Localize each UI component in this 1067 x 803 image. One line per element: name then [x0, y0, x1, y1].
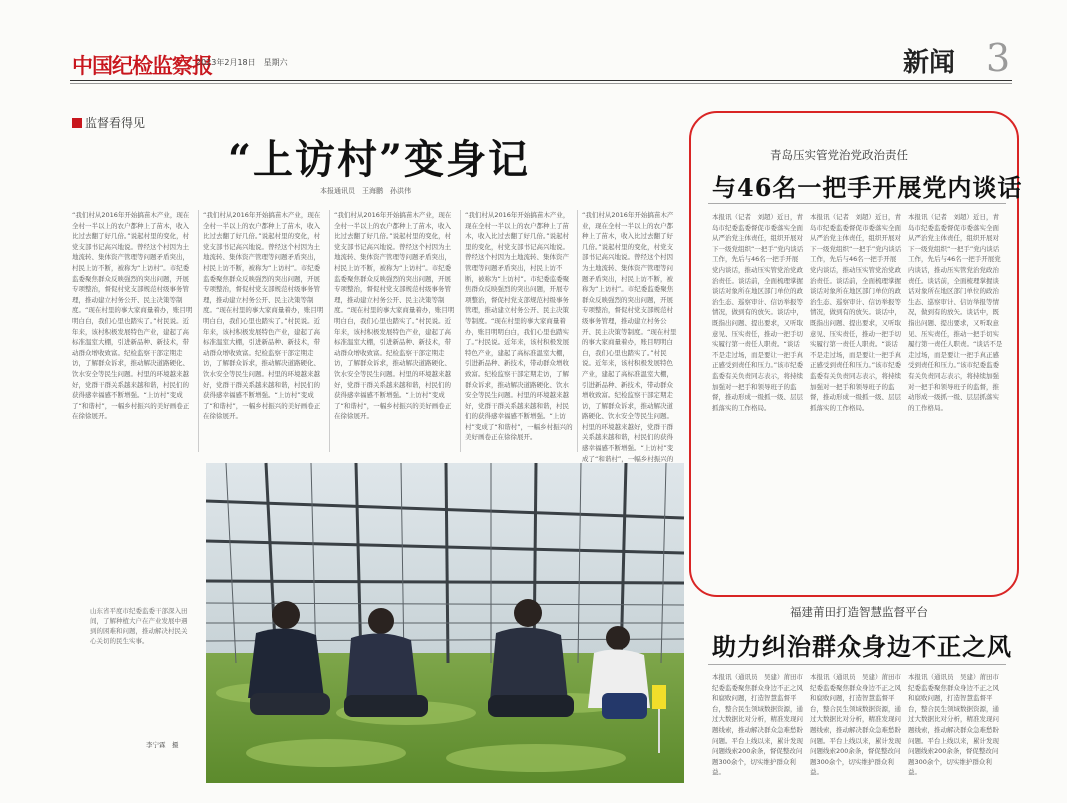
column-tag-icon: [72, 118, 82, 128]
news-photo: [206, 463, 684, 783]
story2-body-col-2: 本报讯（通讯员 吴建）莆田市纪委监委聚焦群众身边不正之风和腐败问题，打造智慧监督平台，整合民生领域数据资源，通过大数据比对分析，精准发现问题线索，推动解决群众急难愁盼问题。平台上线以来，累计发现问题线索200余条，督促整改问题300余个，切实维护群众利益。: [810, 673, 901, 777]
story2-body-col-1: 本报讯（通讯员 吴建）莆田市纪委监委聚焦群众身边不正之风和腐败问题，打造智慧监督平台，整合民生领域数据资源，通过大数据比对分析，精准发现问题线索，推动解决群众急难愁盼问题。平台上线以来，累计发现问题线索200余条，督促整改问题300余个，切实维护群众利益。: [712, 673, 803, 777]
main-headline: “上访村”变身记: [228, 136, 531, 183]
story1-headline: 与46名一把手开展党内谈话: [712, 173, 1023, 202]
newspaper-logo: 中国纪检监察报: [72, 53, 212, 78]
main-body-col-2: “我们村从2016年开始搞苗木产业，现在全村一半以上的农户都种上了苗木，收入比过去翻了好几倍。”说起村里的变化，村党支部书记高兴地说。曾经这个村因为土地流转、集体资产管理等问题矛盾突出，村民上访不断，被称为“上访村”。市纪委监委聚焦群众反映强烈的突出问题，开展专项整治，督促村党支部规范村级事务管理，推动建立村务公开、民主决策等制度。“现在村里的事大家商量着办，账目明明白白，我们心里也踏实了。”村民说。近年来，该村积极发展特色产业，建起了高标准温室大棚，引进新品种、新技术，带动群众增收致富。纪检监察干部定期走访，了解群众诉求，推动解决道路硬化、饮水安全等民生问题。村里的环境越来越好，党群干群关系越来越和谐，村民们的获得感幸福感不断增强。“上访村”变成了“和谐村”，一幅乡村振兴的美好画卷正在徐徐展开。: [203, 211, 324, 421]
story1-body-col-3: 本报讯（记者 刘超）近日，青岛市纪委监委督促市委落实全面从严治党主体责任，组织开展对下一级党组织“一把手”党内谈话工作，先后与46名一把手开展党内谈话，推动压实管党治党政治责任。谈话前，全面梳理掌握谈话对象所在地区部门单位的政治生态、巡察审计、信访举报等情况，做到有的放矢。谈话中，既指出问题、提出要求，又听取意见、压实责任，推动一把手切实履行第一责任人职责。“谈话不是走过场，而是要让一把手真正感受到责任和压力。”该市纪委监委有关负责同志表示，将持续加强对一把手和领导班子的监督，推动形成一级抓一级、层层抓落实的工作格局。: [908, 213, 1003, 412]
column-tag-label: 监督看得见: [85, 116, 146, 130]
column-divider: [198, 210, 199, 452]
main-body-col-3: “我们村从2016年开始搞苗木产业，现在全村一半以上的农户都种上了苗木，收入比过去翻了好几倍。”说起村里的变化，村党支部书记高兴地说。曾经这个村因为土地流转、集体资产管理等问题矛盾突出，村民上访不断，被称为“上访村”。市纪委监委聚焦群众反映强烈的突出问题，开展专项整治，督促村党支部规范村级事务管理，推动建立村务公开、民主决策等制度。“现在村里的事大家商量着办，账目明明白白，我们心里也踏实了。”村民说。近年来，该村积极发展特色产业，建起了高标准温室大棚，引进新品种、新技术，带动群众增收致富。纪检监察干部定期走访，了解群众诉求，推动解决道路硬化、饮水安全等民生问题。村里的环境越来越好，党群干群关系越来越和谐，村民们的获得感幸福感不断增强。“上访村”变成了“和谐村”，一幅乡村振兴的美好画卷正在徐徐展开。: [334, 211, 455, 421]
masthead-rule-thin: [70, 83, 1012, 84]
story1-rule: [708, 203, 1006, 204]
story2-kicker: 福建莆田打造智慧监督平台: [790, 605, 928, 619]
story2-body-col-3: 本报讯（通讯员 吴建）莆田市纪委监委聚焦群众身边不正之风和腐败问题，打造智慧监督平台，整合民生领域数据资源，通过大数据比对分析，精准发现问题线索，推动解决群众急难愁盼问题。平台上线以来，累计发现问题线索200余条，督促整改问题300余个，切实维护群众利益。: [908, 673, 999, 777]
main-body-col-5: “我们村从2016年开始搞苗木产业，现在全村一半以上的农户都种上了苗木，收入比过去翻了好几倍。”说起村里的变化，村党支部书记高兴地说。曾经这个村因为土地流转、集体资产管理等问题矛盾突出，村民上访不断，被称为“上访村”。市纪委监委聚焦群众反映强烈的突出问题，开展专项整治，督促村党支部规范村级事务管理，推动建立村务公开、民主决策等制度。“现在村里的事大家商量着办，账目明明白白，我们心里也踏实了。”村民说。近年来，该村积极发展特色产业，建起了高标准温室大棚，引进新品种、新技术，带动群众增收致富。纪检监察干部定期走访，了解群众诉求，推动解决道路硬化、饮水安全等民生问题。村里的环境越来越好，党群干群关系越来越和谐，村民们的获得感幸福感不断增强。“上访村”变成了“和谐村”，一幅乡村振兴的: [582, 211, 677, 463]
column-divider: [329, 210, 330, 452]
issue-date: 2023年2月18日 星期六: [196, 58, 288, 67]
photo-caption: 山东省平度市纪委监委干部深入田间，了解种植大户在产业发展中遇到的困难和问题，推动解决村民关心关切的民生实事。: [90, 607, 188, 645]
photo-credit: 李宁霖 摄: [146, 741, 179, 749]
story1-body-col-1: 本报讯（记者 刘超）近日，青岛市纪委监委督促市委落实全面从严治党主体责任，组织开展对下一级党组织“一把手”党内谈话工作，先后与46名一把手开展党内谈话，推动压实管党治党政治责任。谈话前，全面梳理掌握谈话对象所在地区部门单位的政治生态、巡察审计、信访举报等情况，做到有的放矢。谈话中，既指出问题、提出要求，又听取意见、压实责任，推动一把手切实履行第一责任人职责。“谈话不是走过场，而是要让一把手真正感受到责任和压力。”该市纪委监委有关负责同志表示，将持续加强对一把手和领导班子的监督，推动形成一级抓一级、层层抓落实的工作格局。: [712, 213, 804, 412]
page-number: 3: [986, 36, 1011, 80]
story2-rule: [708, 664, 1006, 665]
story2-headline: 助力纠治群众身边不正之风: [712, 632, 1012, 661]
main-body-col-4: “我们村从2016年开始搞苗木产业，现在全村一半以上的农户都种上了苗木，收入比过去翻了好几倍。”说起村里的变化，村党支部书记高兴地说。曾经这个村因为土地流转、集体资产管理等问题矛盾突出，村民上访不断，被称为“上访村”。市纪委监委聚焦群众反映强烈的突出问题，开展专项整治，督促村党支部规范村级事务管理，推动建立村务公开、民主决策等制度。“现在村里的事大家商量着办，账目明明白白，我们心里也踏实了。”村民说。近年来，该村积极发展特色产业，建起了高标准温室大棚，引进新品种、新技术，带动群众增收致富。纪检监察干部定期走访，了解群众诉求，推动解决道路硬化、饮水安全等民生问题。村里的环境越来越好，党群干群关系越来越和谐，村民们的获得感幸福感不断增强。“上访村”变成了“和谐村”，一幅乡村振兴的美好画卷正在徐徐展开。: [465, 211, 573, 442]
column-divider: [460, 210, 461, 452]
masthead-rule: [70, 80, 1012, 81]
story1-kicker: 青岛压实管党治党政治责任: [770, 148, 908, 162]
column-tag: [72, 114, 145, 131]
greenhouse-photo-illustration: [206, 463, 684, 783]
main-byline: 本报通讯员 王海鹏 孙洪伟: [320, 187, 411, 195]
column-divider: [577, 210, 578, 452]
story1-body-col-2: 本报讯（记者 刘超）近日，青岛市纪委监委督促市委落实全面从严治党主体责任，组织开展对下一级党组织“一把手”党内谈话工作，先后与46名一把手开展党内谈话，推动压实管党治党政治责任。谈话前，全面梳理掌握谈话对象所在地区部门单位的政治生态、巡察审计、信访举报等情况，做到有的放矢。谈话中，既指出问题、提出要求，又听取意见、压实责任，推动一把手切实履行第一责任人职责。“谈话不是走过场，而是要让一把手真正感受到责任和压力。”该市纪委监委有关负责同志表示，将持续加强对一把手和领导班子的监督，推动形成一级抓一级、层层抓落实的工作格局。: [810, 213, 902, 412]
section-label: 新闻: [903, 48, 956, 78]
main-body-col-1: “我们村从2016年开始搞苗木产业，现在全村一半以上的农户都种上了苗木，收入比过去翻了好几倍。”说起村里的变化，村党支部书记高兴地说。曾经这个村因为土地流转、集体资产管理等问题矛盾突出，村民上访不断，被称为“上访村”。市纪委监委聚焦群众反映强烈的突出问题，开展专项整治，督促村党支部规范村级事务管理，推动建立村务公开、民主决策等制度。“现在村里的事大家商量着办，账目明明白白，我们心里也踏实了。”村民说。近年来，该村积极发展特色产业，建起了高标准温室大棚，引进新品种、新技术，带动群众增收致富。纪检监察干部定期走访，了解群众诉求，推动解决道路硬化、饮水安全等民生问题。村里的环境越来越好，党群干群关系越来越和谐，村民们的获得感幸福感不断增强。“上访村”变成了“和谐村”，一幅乡村振兴的美好画卷正在徐徐展开。: [72, 211, 193, 421]
